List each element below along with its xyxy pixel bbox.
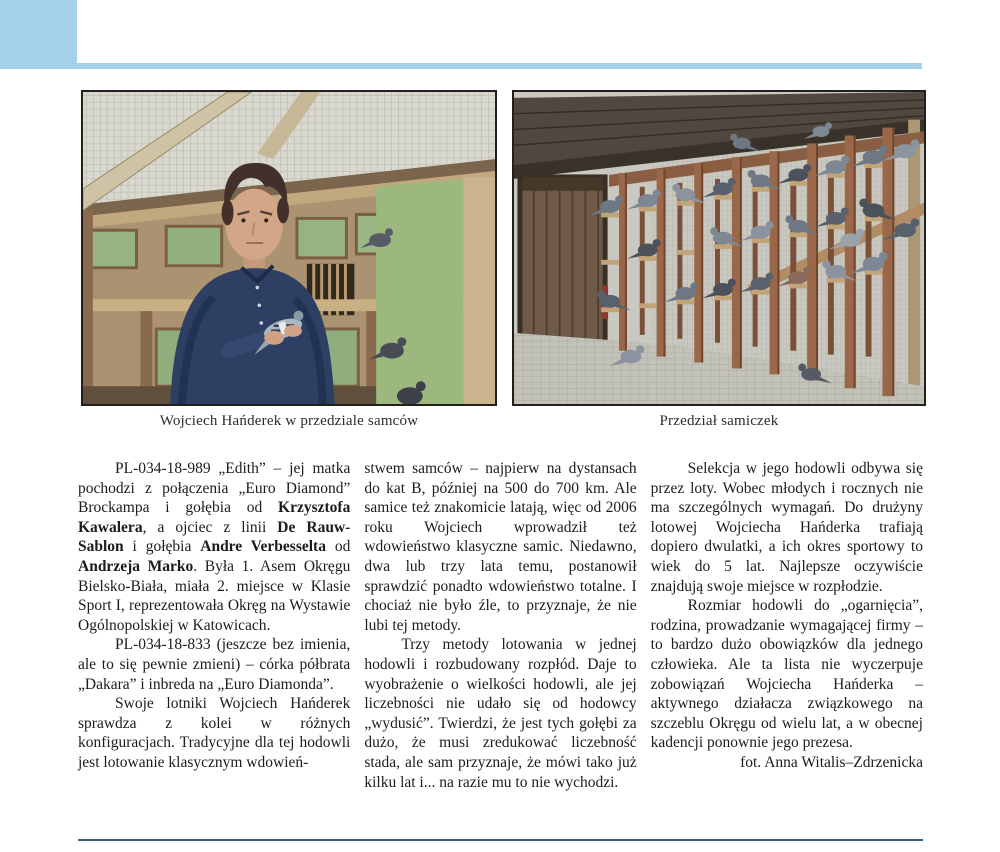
photo-credit: fot. Anna Witalis–Zdrzenicka [740,753,923,771]
article-columns [78,459,923,792]
paragraph: PL-034-18-833 (jeszcze bez imienia, ale to się pewnie zmieni) – córka półbrata „Dakara” i inbreda na „Euro Diamonda”. [78,636,351,693]
photo-caption-right: Przedział samiczek [659,413,779,429]
paragraph: stwem samców – najpierw na dystansach do kat B, później na 500 do 700 km. Ale samice też znakomicie latają, więc od 2006 roku Wojciech wprowadził też wdowieństwo klasyczne samic. Niedawno, dwa lub trzy lata temu, postanowił sprawdzić ponadto wdowieństwo totalne. I chociaż nie było źle, to przyznaje, że nie lubi tej metody. [364,460,637,634]
paragraph: Rozmiar hodowli do „ogarnięcia”, rodzina, prowadzanie wymagającej firmy – to bardzo dużo obowiązków dla jednego człowieka. Ale ta lista nie wyczerpuje zobowiązań Wojciecha Hańderka – aktywnego działacza związkowego na szczeblu Okręgu od wielu lat, a w obecnej kadencji ponownie jego prezesa. [650,597,923,752]
article-column-2 [364,459,636,792]
aviary-photo-illustration [514,92,924,404]
photo-male-compartment [81,90,497,406]
article-column-3 [651,459,923,792]
paragraph: Swoje lotniki Wojciech Hańderek sprawdza z kolei w różnych konfiguracjach. Tradycyjne dla tej hodowli jest lotowanie klasycznym wdowień- [78,695,351,771]
paragraph: Selekcja w jego hodowli odbywa się przez loty. Wobec młodych i rocznych nie ma szczególnych wymagań. Do drużyny lotowej Wojciecha Hańderka trafiają dopiero dwulatki, a ich okres sportowy to wiek do 5 lat. Najlepsze oczywiście znajdują swoje miejsce w rozpłodzie. [650,460,923,595]
header-accent-square [0,0,77,63]
photo-caption-left: Wojciech Hańderek w przedziale samców [159,413,419,429]
paragraph: PL-034-18-989 „Edith” – jej matka pochodzi z połączenia „Euro Diamond” Brockampa i gołębia od Krzysztofa Kawalera, a ojciec z linii De Rauw-Sablon i gołębia Andre Verbesselta od Andrzeja Marko. Była 1. Asem Okręgu Bielsko-Biała, miała 2. miejsce w Klasie Sport I, reprezentowała Okręg na Wystawie Ogólnopolskiej w Katowicach. [78,460,351,634]
bottom-rule [78,839,923,841]
loft-photo-illustration [83,92,495,404]
article-column-1 [78,459,350,792]
paragraph: Trzy metody lotowania w jednej hodowli i rozbudowany rozpłód. Daje to wyobrażenie o wielkości hodowli, ale jej liczebności nie udało się od hodowcy „wydusić”. Twierdzi, że jest tych gołębi za dużo, że musi zredukować liczebność stada, ale sam przyznaje, że mówi tako już kilku lat i... na razie mu to nie wychodzi. [364,636,637,791]
photo-female-compartment [512,90,926,406]
header-accent-bar [0,63,922,69]
